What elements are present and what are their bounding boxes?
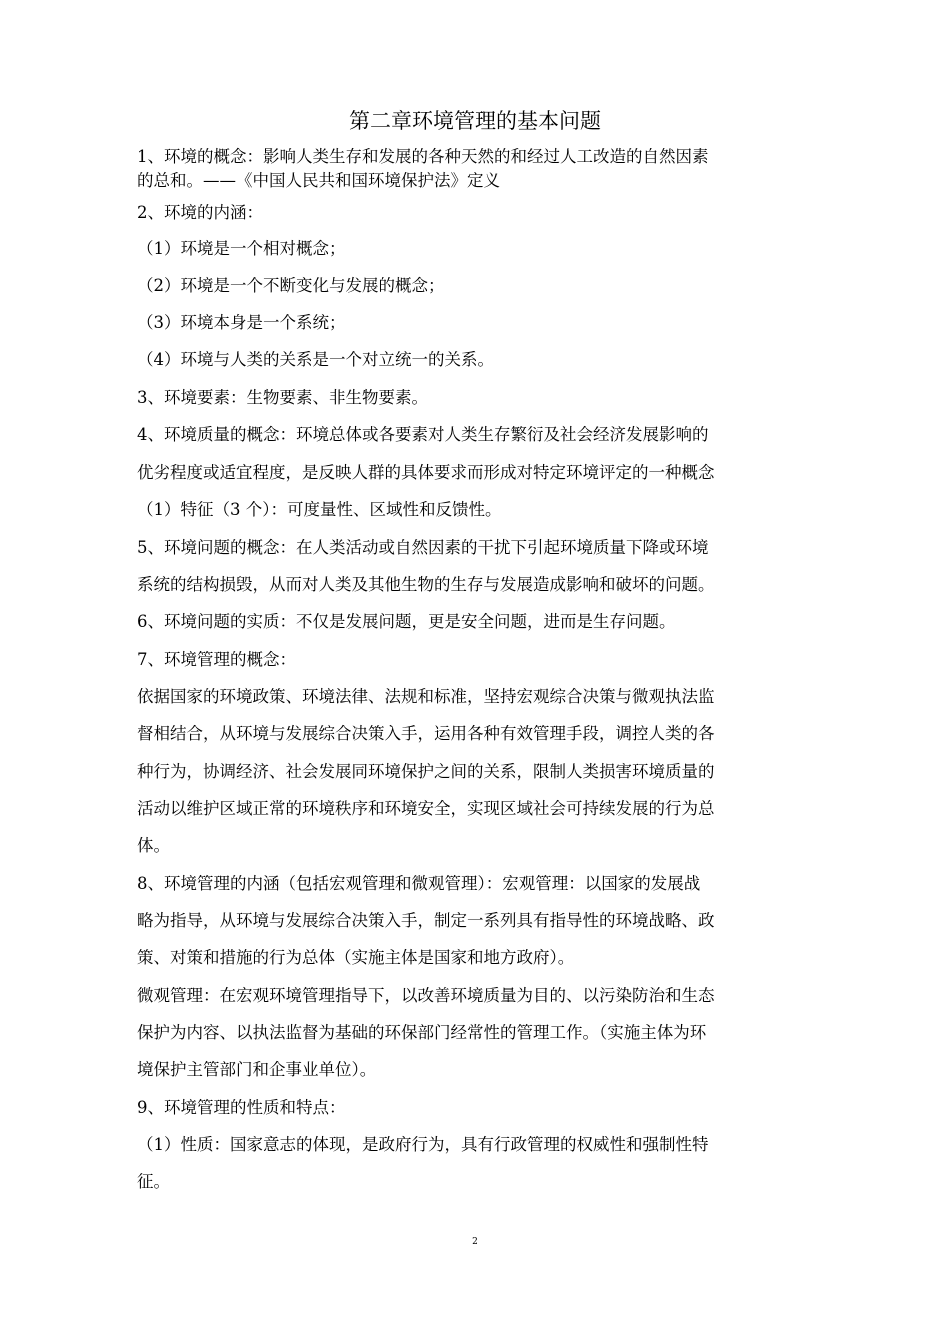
text-line: 4、环境质量的概念：环境总体或各要素对人类生存繁衍及社会经济发展影响的	[137, 425, 709, 444]
text-line: 征。	[137, 1172, 170, 1191]
text-line: 依据国家的环境政策、环境法律、法规和标准，坚持宏观综合决策与微观执法监	[137, 687, 715, 706]
page-number: 2	[472, 1237, 478, 1247]
text-line: 略为指导，从环境与发展综合决策入手，制定一系列具有指导性的环境战略、政	[137, 911, 715, 930]
text-line: 种行为，协调经济、社会发展同环境保护之间的关系，限制人类损害环境质量的	[137, 762, 715, 781]
text-line: （1）特征（3 个）：可度量性、区域性和反馈性。	[137, 500, 502, 519]
text-line: 保护为内容、以执法监督为基础的环保部门经常性的管理工作。（实施主体为环	[137, 1023, 707, 1042]
text-line: 境保护主管部门和企事业单位）。	[137, 1060, 377, 1079]
text-line: 7、环境管理的概念：	[137, 650, 296, 669]
text-line: 8、环境管理的内涵（包括宏观管理和微观管理）：宏观管理：以国家的发展战	[137, 874, 701, 893]
text-line: （2）环境是一个不断变化与发展的概念；	[137, 276, 445, 295]
text-line: 活动以维护区域正常的环境秩序和环境安全，实现区域社会可持续发展的行为总	[137, 799, 715, 818]
text-line: 2、环境的内涵：	[137, 203, 263, 222]
text-line: 优劣程度或适宜程度，是反映人群的具体要求而形成对特定环境评定的一种概念	[137, 463, 715, 482]
text-line: （1）环境是一个相对概念；	[137, 239, 346, 258]
text-line: 5、环境问题的概念：在人类活动或自然因素的干扰下引起环境质量下降或环境	[137, 538, 709, 557]
chapter-title: 第二章环境管理的基本问题	[349, 109, 601, 133]
text-line: （4）环境与人类的关系是一个对立统一的关系。	[137, 350, 494, 369]
text-line: （1）性质：国家意志的体现，是政府行为，具有行政管理的权威性和强制性特	[137, 1135, 709, 1154]
text-line: 督相结合，从环境与发展综合决策入手，运用各种有效管理手段，调控人类的各	[137, 724, 715, 743]
text-line: 3、环境要素：生物要素、非生物要素。	[137, 388, 428, 407]
text-line: 体。	[137, 836, 170, 855]
text-line: 微观管理：在宏观环境管理指导下，以改善环境质量为目的、以污染防治和生态	[137, 986, 715, 1005]
text-line: 策、对策和措施的行为总体（实施主体是国家和地方政府）。	[137, 948, 575, 967]
text-line: 系统的结构损毁，从而对人类及其他生物的生存与发展造成影响和破坏的问题。	[137, 575, 715, 594]
text-line: 的总和。——《中国人民共和国环境保护法》定义	[137, 171, 500, 190]
text-line: （3）环境本身是一个系统；	[137, 313, 346, 332]
text-line: 9、环境管理的性质和特点：	[137, 1098, 346, 1117]
text-line: 6、环境问题的实质：不仅是发展问题，更是安全问题，进而是生存问题。	[137, 612, 676, 631]
text-line: 1、环境的概念：影响人类生存和发展的各种天然的和经过人工改造的自然因素	[137, 147, 709, 166]
